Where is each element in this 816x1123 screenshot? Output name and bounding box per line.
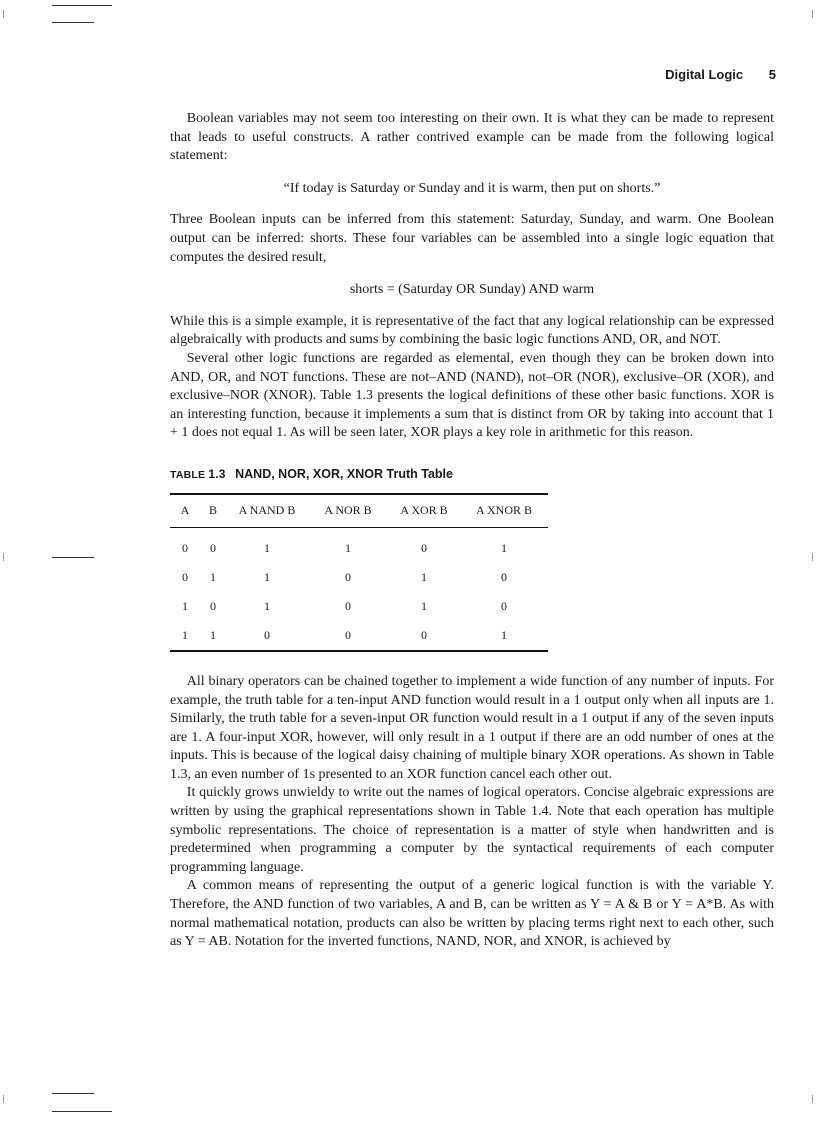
page-body (170, 110, 774, 952)
table-row (170, 563, 548, 592)
crop-mark (812, 10, 813, 18)
table-header-cell: A NOR B (324, 503, 372, 518)
crop-mark (3, 553, 4, 561)
table-cell: 1 (210, 569, 216, 584)
crop-mark (52, 22, 94, 23)
table-cell: 1 (264, 598, 270, 613)
table-cell: 1 (421, 598, 427, 613)
chapter-title: Digital Logic (665, 67, 744, 82)
crop-mark (812, 1095, 813, 1103)
crop-mark (52, 1093, 94, 1094)
table-row (170, 592, 548, 621)
table-title: NAND, NOR, XOR, XNOR Truth Table (235, 466, 453, 481)
table-header-cell: A (180, 503, 190, 518)
table-cell: 0 (264, 627, 270, 642)
table-cell: 1 (264, 540, 270, 555)
table-cell: 1 (501, 627, 507, 642)
page-number: 5 (768, 67, 776, 82)
table-row (170, 527, 548, 563)
table-cell: 0 (345, 627, 351, 642)
table-label: TABLE 1.3 (170, 466, 226, 481)
body-paragraph: While this is a simple example, it is representative of the fact that any logical relationship can be expressed algebraically with products and sums by combining the basic logic functions AND, OR, and NOT. (170, 313, 774, 348)
table-cell: 1 (182, 598, 188, 613)
table-header-cell: A XNOR B (475, 503, 532, 518)
table-cell: 0 (421, 627, 427, 642)
table-header-row (170, 494, 548, 528)
body-paragraph: Several other logic functions are regarded as elemental, even though they can be broken down into AND, OR, and NOT functions. These are not–AND (NAND), not–OR (NOR), exclusive–OR (XOR), and exclusive–NOR (XNOR). Table 1.3 presents the logical definitions of these other basic functions. XOR is an interesting function, because it implements a sum that is distinct from OR by taking into account that 1 + 1 does not equal 1. As will be seen later, XOR plays a key role in arithmetic for this reason. (170, 350, 774, 441)
table-cell: 0 (345, 569, 351, 584)
crop-mark (3, 10, 4, 18)
table-cell: 1 (264, 569, 270, 584)
crop-mark (3, 1095, 4, 1103)
truth-table (170, 493, 548, 652)
table-row (170, 621, 548, 651)
crop-mark (52, 557, 94, 558)
quoted-statement: “If today is Saturday or Sunday and it is warm, then put on shorts.” (283, 180, 661, 196)
table-caption (170, 467, 774, 481)
table-header-cell: A XOR B (400, 503, 448, 518)
table-cell: 1 (210, 627, 216, 642)
table-cell: 1 (345, 540, 351, 555)
table-header-cell: A NAND B (238, 503, 296, 518)
table-cell: 0 (210, 598, 216, 613)
body-paragraph: All binary operators can be chained together to implement a wide function of any number of inputs. For example, the truth table for a ten-input AND function would result in a 1 output only when all inputs are 1. Similarly, the truth table for a seven-input OR function would result in a 1 output if any of the seven inputs are 1. A four-input XOR, however, will only result in a 1 output if there are an odd number of ones at the inputs. This is because of the logical daisy chaining of multiple binary XOR operations. As shown in Table 1.3, an even number of 1s presented to an XOR function cancel each other out. (170, 673, 774, 782)
table-cell: 0 (501, 598, 507, 613)
running-head (170, 67, 776, 82)
table-cell: 1 (182, 627, 188, 642)
body-paragraph: A common means of representing the output of a generic logical function is with the variable Y. Therefore, the AND function of two variables, A and B, can be written as Y = A & B or Y = A*B. As with normal mathematical notation, products can also be written by placing terms right next to each other, such as Y = AB. Notation for the inverted functions, NAND, NOR, and XNOR, is achieved by (170, 878, 774, 950)
crop-mark (52, 5, 112, 6)
table-cell: 0 (182, 540, 188, 555)
table-cell: 0 (345, 598, 351, 613)
body-paragraph: Boolean variables may not seem too interesting on their own. It is what they can be made to represent that leads to useful constructs. A rather contrived example can be made from the following logical statement: (170, 111, 774, 164)
body-paragraph: Three Boolean inputs can be inferred from this statement: Saturday, Sunday, and warm. One Boolean output can be inferred: shorts. These four variables can be assembled into a single logic equation that computes the desired result, (170, 212, 774, 265)
table-cell: 1 (501, 540, 507, 555)
body-paragraph: It quickly grows unwieldy to write out the names of logical operators. Concise algebraic expressions are written by using the graphical representations shown in Table 1.4. Note that each operation has multiple symbolic representations. The choice of representation is a matter of style when handwritten and is predetermined when programming a computer by the syntactical requirements of each computer programming language. (170, 785, 774, 875)
logic-equation: shorts = (Saturday OR Sunday) AND warm (349, 282, 595, 298)
table-cell: 0 (210, 540, 216, 555)
crop-mark (812, 553, 813, 561)
table-header-cell: B (208, 503, 217, 518)
table-cell: 0 (421, 540, 427, 555)
table-cell: 0 (501, 569, 507, 584)
table-cell: 0 (182, 569, 188, 584)
crop-mark (52, 1111, 112, 1112)
table-cell: 1 (421, 569, 427, 584)
